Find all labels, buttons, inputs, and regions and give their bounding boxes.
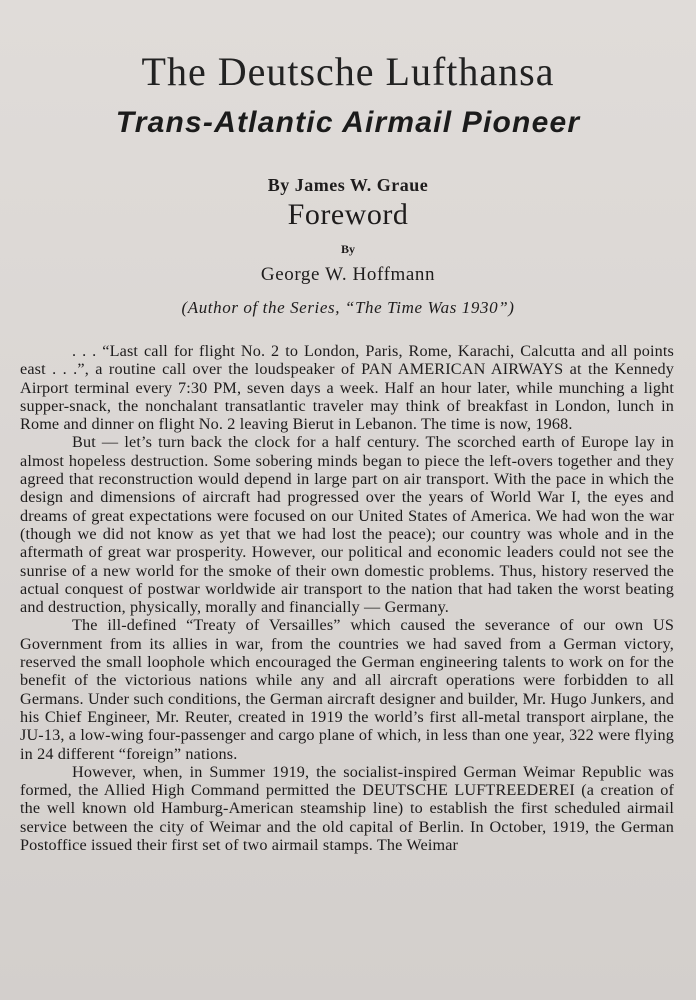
article-subtitle: Trans-Atlantic Airmail Pioneer [115, 106, 581, 139]
foreword-by-label: By [340, 242, 355, 256]
foreword-author-note: (Author of the Series, “The Time Was 1930”) [181, 298, 515, 317]
foreword-heading: Foreword [287, 198, 409, 231]
body-paragraph-3: The ill-defined “Treaty of Versailles” which caused the severance of our own US Government from its allies in war, from the countries we had saved from a German victory, reserved the small loophole which encouraged the German engineering talents to work on for the benefit of the victorious nations while any and all aircraft operations were forbidden to all Germans. Under such conditions, the German aircraft designer and builder, Mr. Hugo Junkers, and his Chief Engineer, Mr. Reuter, created in 1919 the world’s first all-metal transport airplane, the JU-13, a low-wing four-passenger and cargo plane of which, in less than one year, 322 were flying in 24 different “foreign” nations. [20, 616, 674, 763]
body-paragraph-4: However, when, in Summer 1919, the socialist-inspired German Weimar Republic was formed, the Allied High Command permitted the DEUTSCHE LUFTREEDEREI (a creation of the well known old Hamburg-American steamship line) to establish the first scheduled airmail service between the city of Weimar and the old capital of Berlin. In October, 1919, the German Postoffice issued their first set of two airmail stamps. The Weimar [20, 762, 674, 855]
body-paragraph-2: But — let’s turn back the clock for a half century. The scorched earth of Europe lay in almost hopeless destruction. Some sobering minds began to piece the left-overs together and they agreed that reconstruction would depend in large part on air transport. With the pace in which the design and dimensions of aircraft had progressed over the years of World War I, the eyes and dreams of great expectations were focused on our United States of America. We had won the war (though we did not know as yet that we had lost the peace); our country was whole and in the aftermath of great war prosperity. However, our political and economic leaders could not see the sunrise of a new world for the smoke of their own domestic problems. Thus, history reserved the actual conquest of postwar worldwide air transport to the nation that had taken the worst beating and destruction, physically, morally and financially — Germany. [20, 433, 674, 617]
body-paragraph-1: . . . “Last call for flight No. 2 to London, Paris, Rome, Karachi, Calcutta and all points east . . .”, a routine call over the loudspeaker of PAN AMERICAN AIRWAYS at the Kennedy Airport terminal every 7:30 PM, seven days a week. Half an hour later, while munching a light supper-snack, the nonchalant transatlantic traveler may think of breakfast in London, lunch in Rome and dinner on flight No. 2 leaving Bierut in Lebanon. The time is now, 1968. [20, 342, 674, 434]
article-byline: By James W. Graue [267, 175, 429, 195]
article-title: The Deutsche Lufthansa [141, 49, 555, 94]
article-body [20, 342, 674, 1000]
foreword-author: George W. Hoffmann [260, 264, 436, 285]
